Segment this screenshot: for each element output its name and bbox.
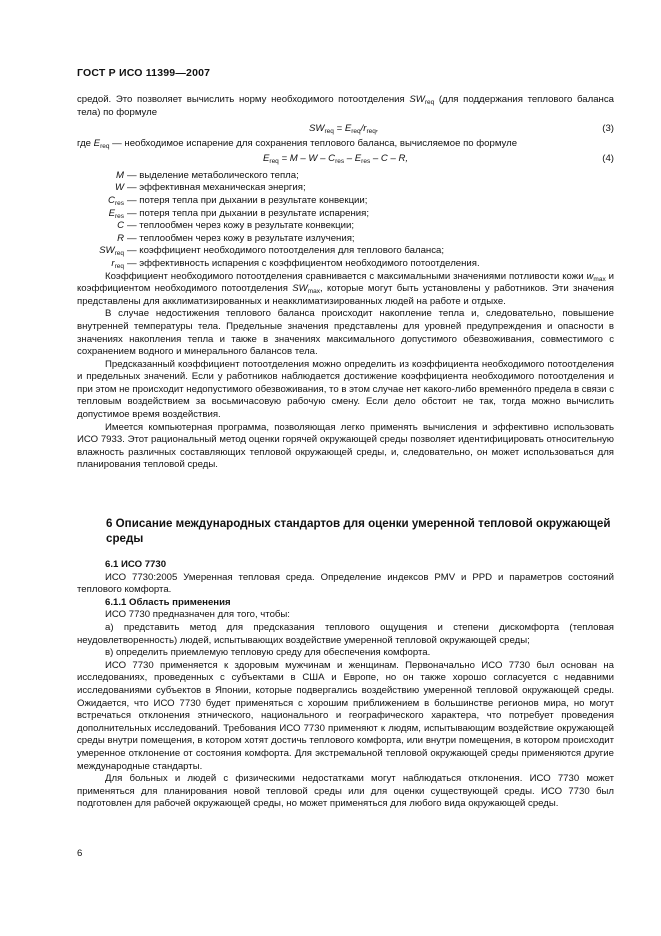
definition-symbol: $C_{res}$ — [108, 194, 124, 207]
definition-symbol: M — [116, 169, 124, 181]
equation-3-row — [77, 123, 614, 137]
definition-text: — теплообмен через кожу в результате излучения; — [127, 232, 355, 244]
equation-4: $E_{req} = M - W - C_{res} - E_{res} - C - R$, — [263, 152, 409, 165]
definition-symbol: $E_{res}$ — [108, 207, 124, 220]
body-block-2 — [77, 559, 614, 811]
document-header: ГОСТ Р ИСО 11399—2007 — [77, 67, 211, 79]
definition-symbol: $r_{req}$ — [111, 257, 124, 270]
definition-text: — выделение метаболического тепла; — [127, 169, 299, 181]
definition-row — [77, 195, 614, 208]
symbol-definitions — [77, 170, 614, 271]
section-6-heading: 6 Описание международных стандартов для оценки умеренной тепловой окружающей среды — [106, 517, 611, 545]
paragraph-intro: средой. Это позволяет вычислить норму необходимого потоотделения $SW_{req}$ (для поддержания теплового баланса тела) по формуле — [77, 94, 614, 118]
paragraph-where-ereq: где $E_{req}$ — необходимое испарение для сохранения теплового баланса, вычисляемое по формуле — [77, 138, 518, 151]
definition-row — [77, 170, 614, 183]
equation-4-row — [77, 153, 614, 167]
body-block-1 — [77, 94, 614, 472]
paragraph-predicted-sweat: Предсказанный коэффициент потоотделения можно определить из коэффициента необходимого потоотделения и предельных значений. Если у работников наблюдается достижение коэффициента необходимого потоотделения и при этом не происходит недопустимого обезвоживания, то в этом случае нет какого-либо временнóго предела в связи с тепловым воздействием за восьмичасовую рабочую смену. Если дело обстоит не так, тогда можно вычислить допустимое время воздействия. — [77, 358, 614, 421]
list-item-a: а) представить метод для предсказания теплового ощущения и степени дискомфорта (тепловая неудовлетворенность) людей, испытывающих воздействие умеренной тепловой окружающей среды; — [77, 621, 614, 646]
definition-text: — теплообмен через кожу в результате конвекции; — [127, 220, 354, 232]
paragraph-deviations: Для больных и людей с физическими недостатками могут наблюдаться отклонения. ИСО 7730 может применяться для планирования новой тепловой среды или для оценки существующей среды. ИСО 7730 был подготовлен для рабочей окружающей среды, но может применяться для любого вида окружающей среды. — [77, 773, 614, 810]
paragraph-max-sweat: Коэффициент необходимого потоотделения сравнивается с максимальными значениями потливости кожи $w_{max}$ и коэффициентом необходимого потоотделения $SW_{max}$, которые могут быть установлены у работников. Эти значения представлены для акклиматизированных и неакклиматизированных людей на работе и отдыхе. — [77, 270, 614, 307]
definition-text: — эффективность испарения с коэффициентом необходимого потоотделения. — [127, 257, 480, 269]
definition-row — [77, 208, 614, 221]
definition-row — [77, 182, 614, 195]
definition-row — [77, 233, 614, 246]
equation-3-number: (3) — [602, 123, 614, 135]
paragraph-software: Имеется компьютерная программа, позволяющая легко применять вычисления и эффективно использовать ИСО 7933. Этот рациональный метод оценки горячей окружающей среды позволяет идентифицировать относительную влажность различных составляющих тепловой окружающей среды, и, следовательно, он может использоваться для планирования тепловой среды. — [77, 421, 614, 471]
definition-text: — коэффициент необходимого потоотделения для теплового баланса; — [127, 245, 444, 257]
definition-symbol: $SW_{req}$ — [99, 245, 124, 258]
subsection-6-1-heading: 6.1 ИСО 7730 — [105, 559, 167, 570]
definition-text: — потеря тепла при дыхании в результате конвекции; — [127, 194, 368, 206]
paragraph-applicability: ИСО 7730 применяется к здоровым мужчинам и женщинам. Первоначально ИСО 7730 был основан на исследованиях, проведенных с субъектами в США и Европе, но он также хорошо согласуется с недавними исследованиями субъектов в Японии, которые подвергались воздействию умеренной тепловой окружающей среды. Ожидается, что ИСО 7730 будет применяться с хорошим приближением в большинстве регионов мира, но могут встречаться отклонения этнического, национального и географического характера, что потребует проведения дополнительных исследований. Требования ИСО 7730 применяют к людям, испытывающим воздействие окружающей среды внутри помещения, в котором хотят достичь теплового комфорта, или внутри помещения, в котором происходит умеренное отклонение от состояния комфорта. Для экстремальной тепловой окружающей среды применяются другие международные стандарты. — [77, 659, 614, 772]
definition-text: — эффективная механическая энергия; — [127, 182, 306, 194]
paragraph-heat-storage: В случае недостижения теплового баланса происходит накопление тепла и, следовательно, повышение внутренней температуры тела. Предельные значения представлены для уровней предупреждения и опасности в значениях накопления тепла и также в значениях максимального допустимого обезвоживания, совместимого с сохранением водного и минерального балансов тела. — [77, 308, 614, 358]
definition-symbol: R — [117, 232, 124, 244]
definition-symbol: W — [114, 182, 124, 194]
definition-text: — потеря тепла при дыхании в результате испарения; — [127, 207, 369, 219]
definition-symbol: C — [117, 220, 124, 232]
definition-row — [77, 220, 614, 233]
definition-row — [77, 245, 614, 258]
page-number: 6 — [77, 848, 83, 859]
equation-4-number: (4) — [602, 152, 614, 164]
list-item-b: в) определить приемлемую тепловую среду для обеспечения комфорта. — [105, 647, 431, 659]
definition-row — [77, 258, 614, 271]
equation-3: $SW_{req} = E_{req}/r_{req}$, — [309, 123, 379, 136]
paragraph-purpose-intro: ИСО 7730 предназначен для того, чтобы: — [105, 609, 290, 621]
paragraph-iso7730-title: ИСО 7730:2005 Умеренная тепловая среда. Определение индексов PMV и PPD и параметров состояний теплового комфорта. — [77, 571, 614, 596]
subsection-6-1-1-heading: 6.1.1 Область применения — [105, 596, 231, 608]
